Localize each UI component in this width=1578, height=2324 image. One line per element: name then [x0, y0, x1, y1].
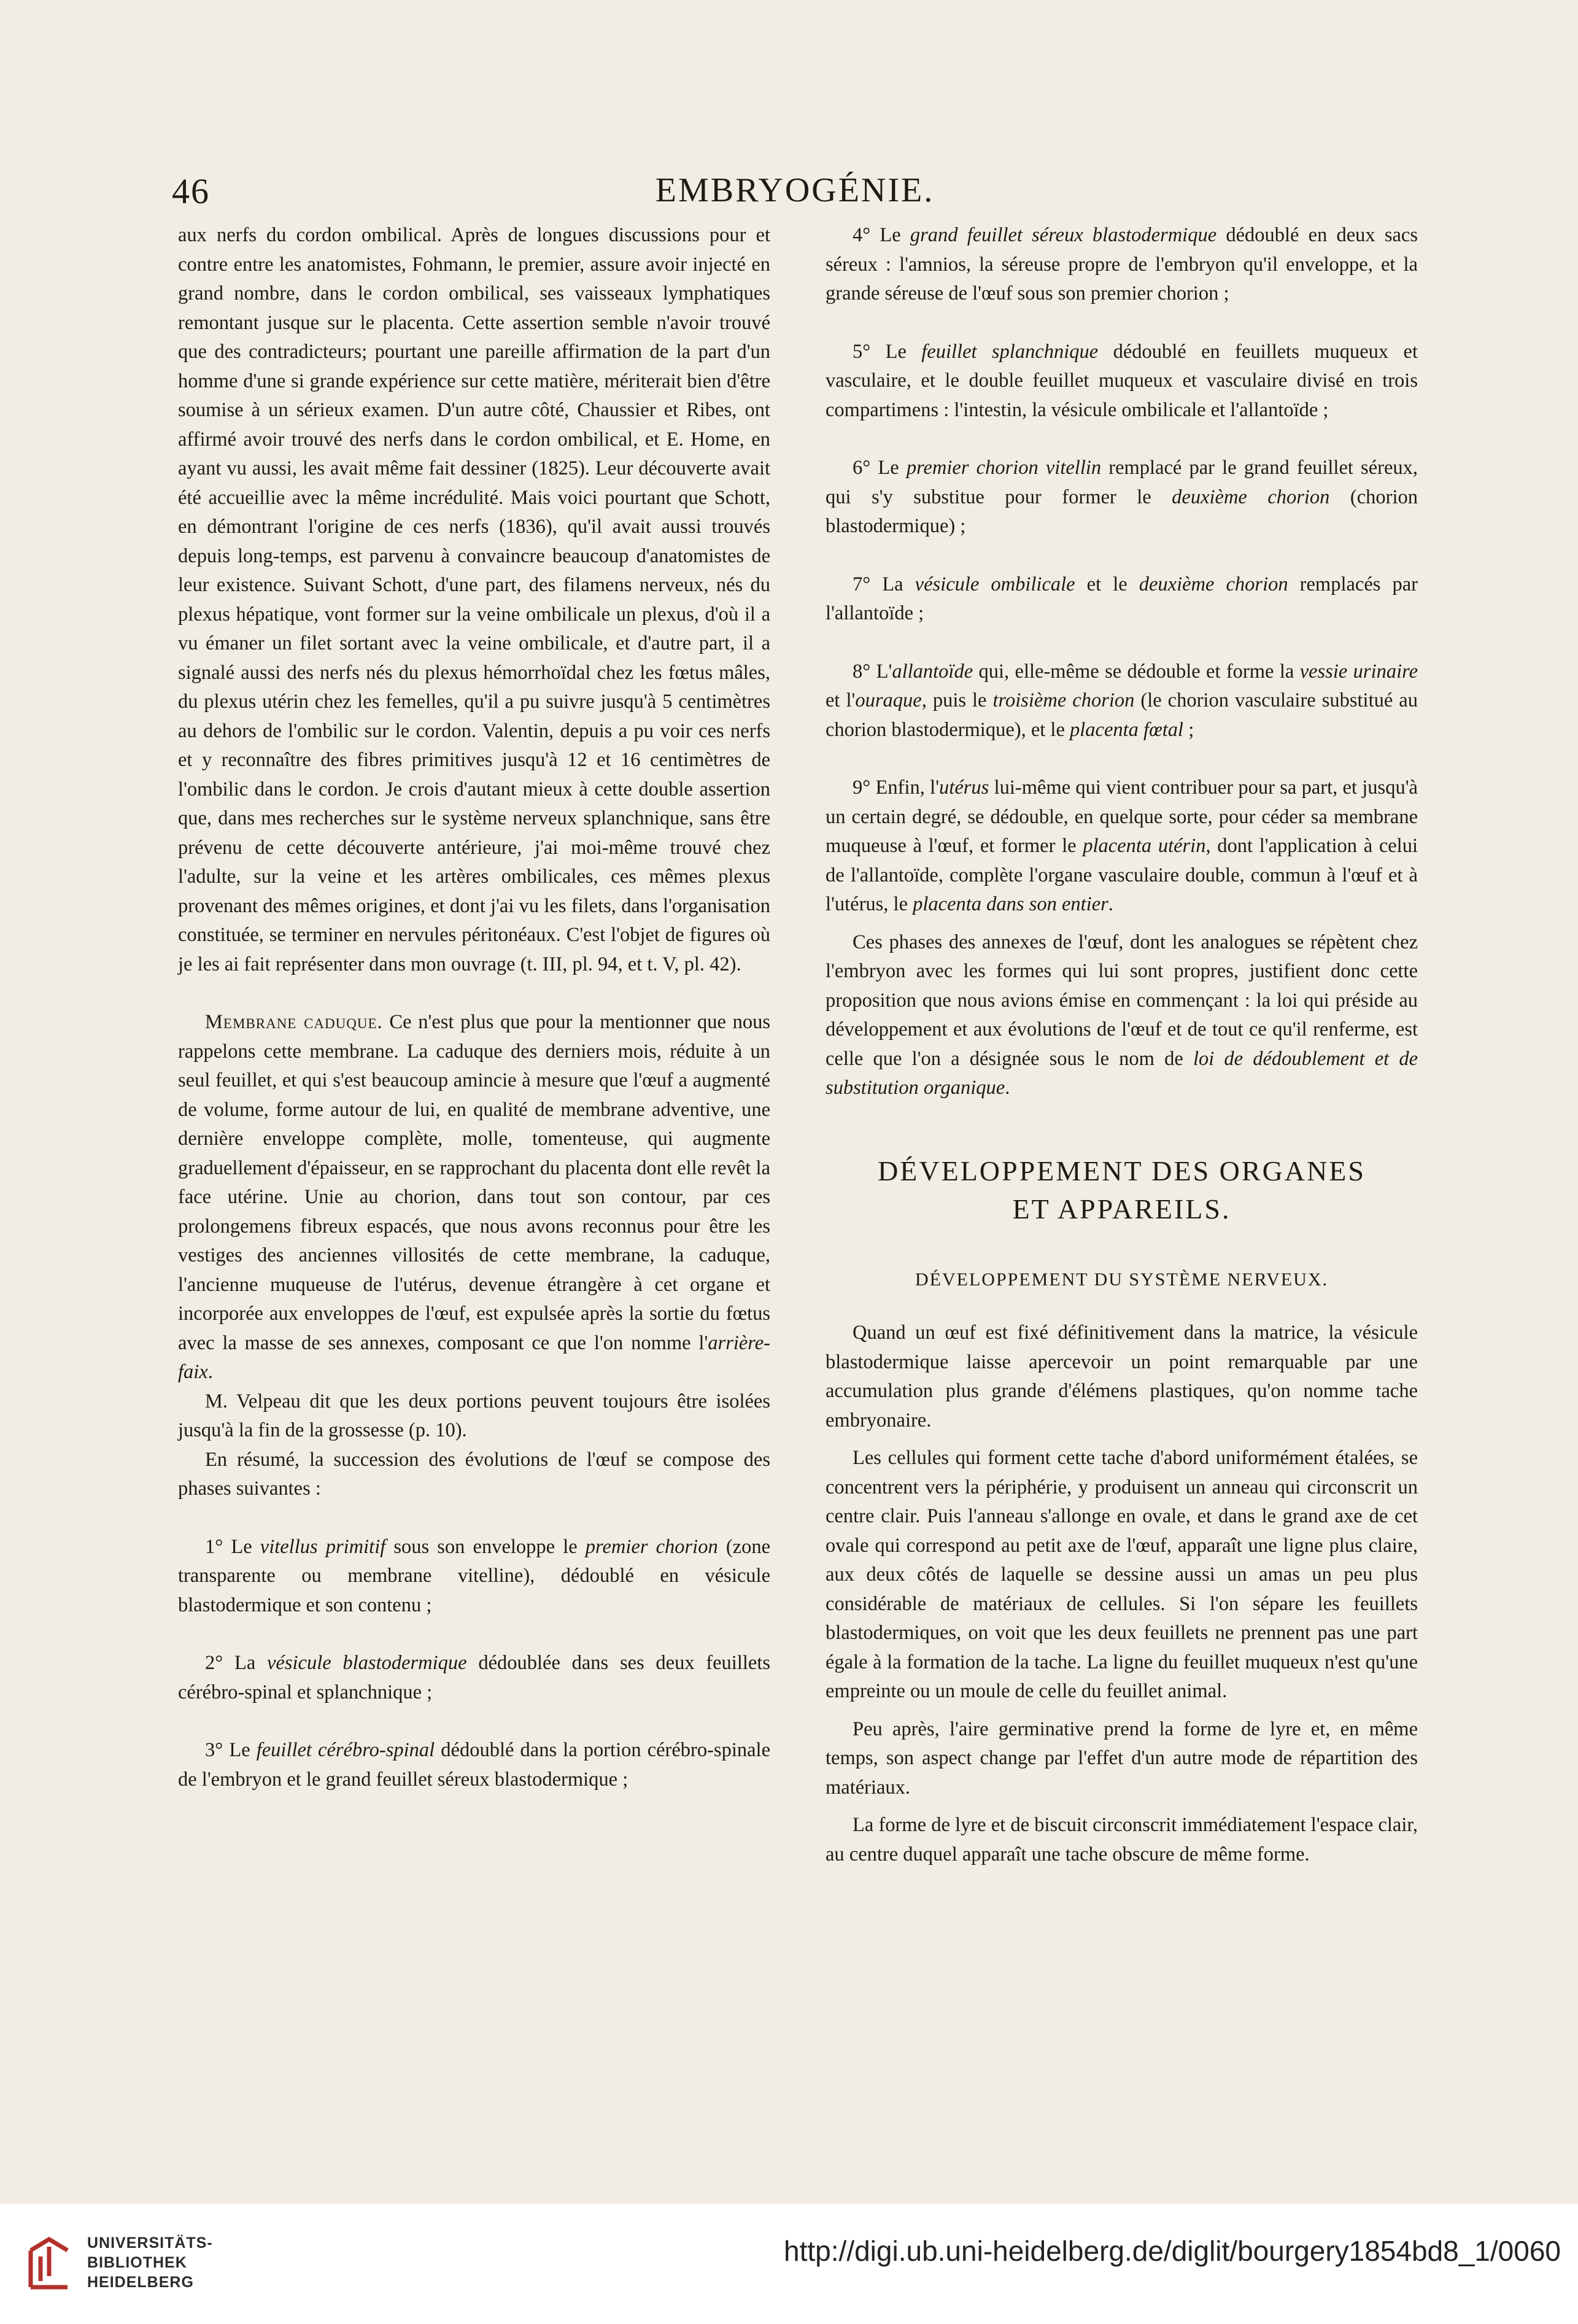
running-head: [172, 171, 1418, 220]
list-item-8: 8° L'allantoïde qui, elle-même se dédouble et forme la vessie urinaire et l'ouraque, puis le troisième chorion (le chorion vasculaire substitué au chorion blastodermique), et le placenta fœtal ;: [826, 660, 1418, 741]
caduque-label: Membrane caduque.: [205, 1011, 383, 1033]
library-name: UNIVERSITÄTS- BIBLIOTHEK HEIDELBERG: [87, 2234, 213, 2291]
paragraph-phases: Ces phases des annexes de l'œuf, dont les analogues se répètent chez l'embryon avec les formes qui lui sont propres, justifient donc cette proposition que nous avions émise en commençant : la loi qui préside au développement et aux évolutions de l'œuf et de tout ce qu'il renferme, est celle que l'on a désignée sous le nom de loi de dédoublement et de substitution organique.: [826, 931, 1418, 1099]
paragraph-resume: En résumé, la succession des évolutions de l'œuf se compose des phases suivantes :: [178, 1448, 770, 1500]
paragraph-forme-lyre: La forme de lyre et de biscuit circonscrit immédiatement l'espace clair, au centre duquel apparaît une tache obscure de même forme.: [826, 1814, 1418, 1865]
section-heading: DÉVELOPPEMENT DES ORGANES ET APPAREILS.: [878, 1155, 1366, 1225]
list-item-2: 2° La vésicule blastodermique dédoublée dans ses deux feuillets cérébro-spinal et splanchnique ;: [178, 1652, 770, 1703]
paragraph-cordon-nerfs: aux nerfs du cordon ombilical. Après de longues discussions pour et contre entre les anatomistes, Fohmann, le premier, assure avoir injecté en grand nombre, dans le cordon ombilical, ses vaisseaux lymphatiques remontant jusque sur le placenta. Cette assertion semble n'avoir trouvé que des contradicteurs; pourtant une pareille affirmation de la part d'un homme d'une si grande expérience sur cette matière, mériterait bien d'être soumise à un sérieux examen. D'un autre côté, Chaussier et Ribes, ont affirmé avoir trouvé des nerfs dans le cordon ombilical, et E. Home, en ayant vu aussi, les avait même fait dessiner (1825). Leur découverte avait été accueillie avec la même incrédulité. Mais voici pourtant que Schott, en démontrant l'origine de ces nerfs (1836), qu'il avait aussi trouvés depuis long-temps, est parvenu à convaincre beaucoup d'anatomistes de leur existence. Suivant Schott, d'une part, des filamens nerveux, nés du plexus hépatique, vont former sur la veine ombilicale un plexus, d'où il a vu émaner un filet sortant avec la veine ombilicale, et d'autre part, il a signalé aussi des nerfs nés du plexus hémorrhoïdal chez les fœtus mâles, du plexus utérin chez les femelles, qu'il a pu suivre jusqu'à 5 centimètres au dehors de l'ombilic sur le cordon. Valentin, depuis a pu voir ces nerfs et y reconnaître des fibres primitives jusqu'à 12 et 16 centimètres de l'ombilic dans le cordon. Je crois d'autant mieux à cette double assertion que, dans mes recherches sur le système nerveux splanchnique, sans être prévenu de cette découverte antérieure, j'ai moi-même trouvé chez l'adulte, sur la veine et les artères ombilicales, ces mêmes plexus provenant des mêmes origines, et dont j'ai vu les filets, dans l'organisation constituée, se terminer en nervules péritonéaux. C'est l'objet de figures où je les ai fait représenter dans mon ouvrage (t. III, pl. 94, et t. V, pl. 42).: [178, 224, 770, 975]
paragraph-tache-embryonaire: Quand un œuf est fixé définitivement dans la matrice, la vésicule blastodermique laisse apercevoir un point remarquable par une accumulation plus grande d'élémens plastiques, qu'on nomme tache embryonaire.: [826, 1322, 1418, 1431]
footer-bar: [0, 2204, 1578, 2324]
left-column: [178, 221, 770, 1794]
list-item-4: 4° Le grand feuillet séreux blastodermique dédoublé en deux sacs séreux : l'amnios, la séreuse propre de l'embryon qu'il enveloppe, et la grande séreuse de l'œuf sous son premier chorion ;: [826, 224, 1418, 304]
page-title: EMBRYOGÉNIE.: [655, 171, 935, 209]
source-url-link[interactable]: http://digi.ub.uni-heidelberg.de/diglit/bourgery1854bd8_1/0060: [784, 2235, 1561, 2267]
list-item-7: 7° La vésicule ombilicale et le deuxième chorion remplacés par l'allantoïde ;: [826, 573, 1418, 624]
paragraph-cellules: Les cellules qui forment cette tache d'abord uniformément étalées, se concentrent vers la périphérie, y produisent un anneau qui circonscrit un centre clair. Puis l'anneau s'allonge en ovale, et dans le grand axe de cet ovale qui correspond au petit axe de l'œuf, apparaît une ligne plus claire, aux deux côtés de laquelle se dessine aussi un amas un peu plus considérable de matériaux de cellules. Si l'on sépare les feuillets blastodermiques, on voit que les deux feuillets ne prennent pas une part égale à la formation de la tache. La ligne du feuillet muqueux n'est qu'une empreinte ou un moule de celle du feuillet animal.: [826, 1447, 1418, 1702]
sub-heading: DÉVELOPPEMENT DU SYSTÈME NERVEUX.: [915, 1269, 1329, 1290]
paragraph-velpeau: M. Velpeau dit que les deux portions peuvent toujours être isolées jusqu'à la fin de la grossesse (p. 10).: [178, 1390, 770, 1441]
page-number: 46: [172, 171, 210, 211]
paragraph-aire-germinative: Peu après, l'aire germinative prend la forme de lyre et, en même temps, son aspect change par l'effet d'un autre mode de répartition des matériaux.: [826, 1718, 1418, 1799]
list-item-1: 1° Le vitellus primitif sous son enveloppe le premier chorion (zone transparente ou membrane vitelline), dédoublé en vésicule blastodermique et son contenu ;: [178, 1535, 770, 1616]
list-item-9: 9° Enfin, l'utérus lui-même qui vient contribuer pour sa part, et jusqu'à un certain degré, se dédouble, en quelque sorte, pour céder sa membrane muqueuse à l'œuf, et former le placenta utérin, dont l'application à celui de l'allantoïde, complète l'organe vasculaire double, commun à l'œuf et à l'utérus, le placenta dans son entier.: [826, 777, 1418, 915]
list-item-3: 3° Le feuillet cérébro-spinal dédoublé dans la portion cérébro-spinale de l'embryon et le grand feuillet séreux blastodermique ;: [178, 1739, 770, 1791]
library-logo-icon: [25, 2233, 74, 2291]
right-column: [826, 221, 1418, 1869]
paragraph-membrane-caduque: Membrane caduque. Ce n'est plus que pour la mentionner que nous rappelons cette membrane. La caduque des derniers mois, réduite à un seul feuillet, et qui s'est beaucoup amincie à mesure que l'œuf a augmenté de volume, forme autour de lui, en qualité de membrane adventive, une dernière enveloppe complète, molle, tomenteuse, qui augmente graduellement d'épaisseur, en se rapprochant du placenta dont elle revêt la face utérine. Unie au chorion, dans tout son contour, par ces prolongemens fibreux espacés, que nous avons reconnus pour être les vestiges des anciennes villosités de cette membrane, la caduque, l'ancienne muqueuse de l'utérus, devenue étrangère à cet organe et incorporée aux enveloppes de l'œuf, est expulsée après la sortie du fœtus avec la masse de ses annexes, composant ce que l'on nomme l'arrière-faix.: [178, 1011, 770, 1383]
list-item-5: 5° Le feuillet splanchnique dédoublé en feuillets muqueux et vasculaire, et le double feuillet muqueux et vasculaire divisé en trois compartimens : l'intestin, la vésicule ombilicale et l'allantoïde ;: [826, 340, 1418, 421]
list-item-6: 6° Le premier chorion vitellin remplacé par le grand feuillet séreux, qui s'y substitue pour former le deuxième chorion (chorion blastodermique) ;: [826, 457, 1418, 537]
